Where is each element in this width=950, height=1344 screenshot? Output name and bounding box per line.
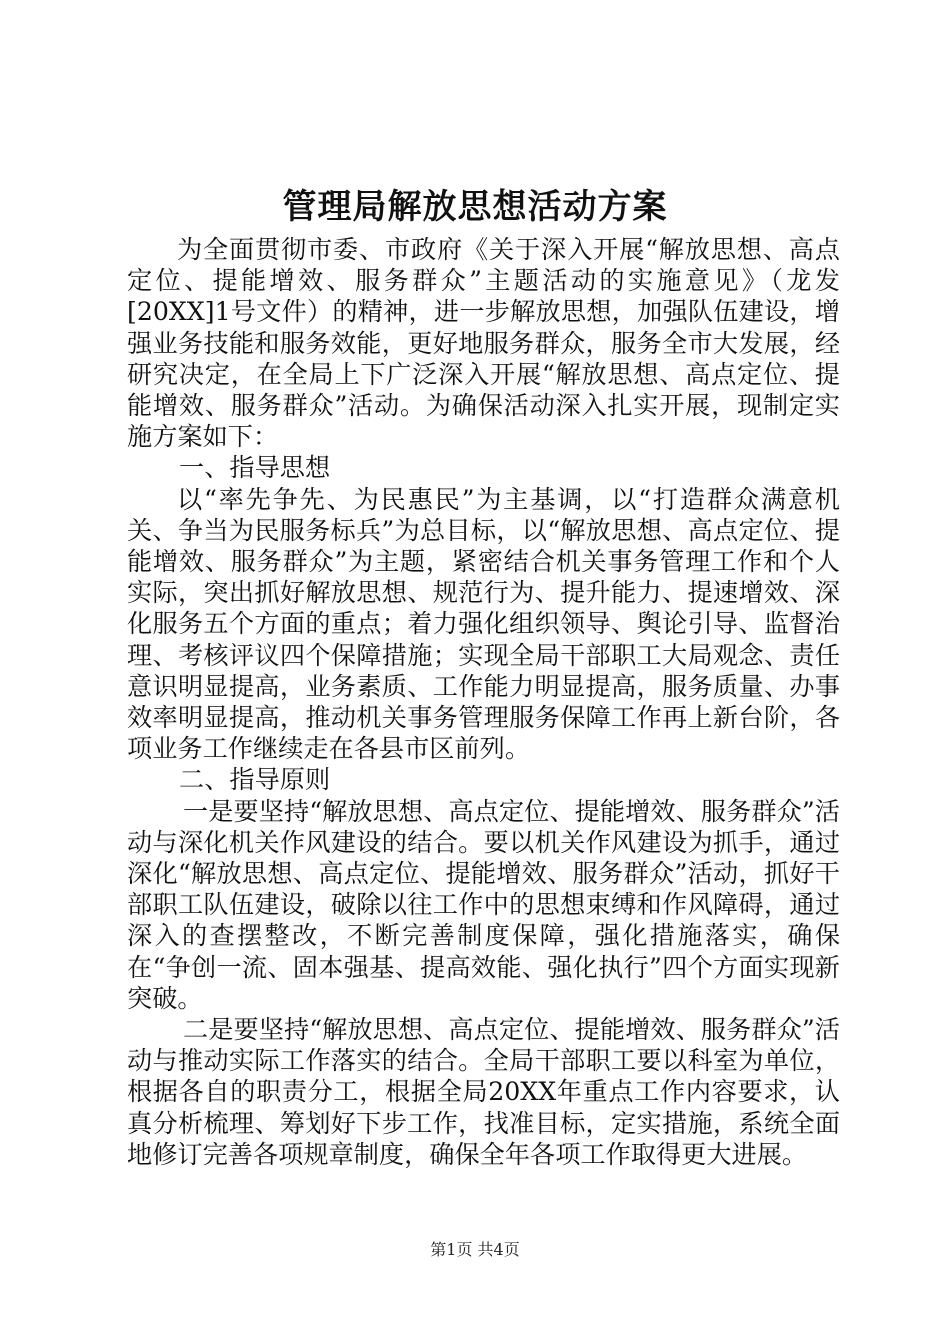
- document-body: [127, 234, 840, 1170]
- principle-one-paragraph: 一是要坚持“解放思想、高点定位、提能增效、服务群众”活动与深化机关作风建设的结合。要以机关作风建设为抓手，通过深化“解放思想、高点定位、提能增效、服务群众”活动，抓好干部职工队伍建设，破除以往工作中的思想束缚和作风障碍，通过深入的查摆整改，不断完善制度保障，强化措施落实，确保在“争创一流、固本强基、提高效能、强化执行”四个方面实现新突破。: [127, 796, 840, 1013]
- principle-two-paragraph: 二是要坚持“解放思想、高点定位、提能增效、服务群众”活动与推动实际工作落实的结合。全局干部职工要以科室为单位，根据各自的职责分工，根据全局20XX年重点工作内容要求，认真分析梳理、筹划好下步工作，找准目标，定实措施，系统全面地修订完善各项规章制度，确保全年各项工作取得更大进展。: [127, 1015, 840, 1169]
- section-heading-guiding-thought: 一、指导思想: [179, 453, 331, 483]
- document-title: 管理局解放思想活动方案: [282, 187, 668, 227]
- page-footer: 第1页 共4页: [430, 1240, 520, 1259]
- section-heading-guiding-principles: 二、指导原则: [179, 765, 331, 795]
- intro-paragraph: 为全面贯彻市委、市政府《关于深入开展“解放思想、高点定位、提能增效、服务群众”主题活动的实施意见》（龙发[20XX]1号文件）的精神，进一步解放思想，加强队伍建设，增强业务技能和服务效能，更好地服务群众，服务全市大发展，经研究决定，在全局上下广泛深入开展“解放思想、高点定位、提能增效、服务群众”活动。为确保活动深入扎实开展，现制定实施方案如下：: [127, 235, 840, 452]
- guiding-thought-paragraph: 以“率先争先、为民惠民”为主基调，以“打造群众满意机关、争当为民服务标兵”为总目标，以“解放思想、高点定位、提能增效、服务群众”为主题，紧密结合机关事务管理工作和个人实际，突出抓好解放思想、规范行为、提升能力、提速增效、深化服务五个方面的重点；着力强化组织领导、舆论引导、监督治理、考核评议四个保障措施；实现全局干部职工大局观念、责任意识明显提高，业务素质、工作能力明显提高，服务质量、办事效率明显提高，推动机关事务管理服务保障工作再上新台阶，各项业务工作继续走在各县市区前列。: [127, 484, 840, 764]
